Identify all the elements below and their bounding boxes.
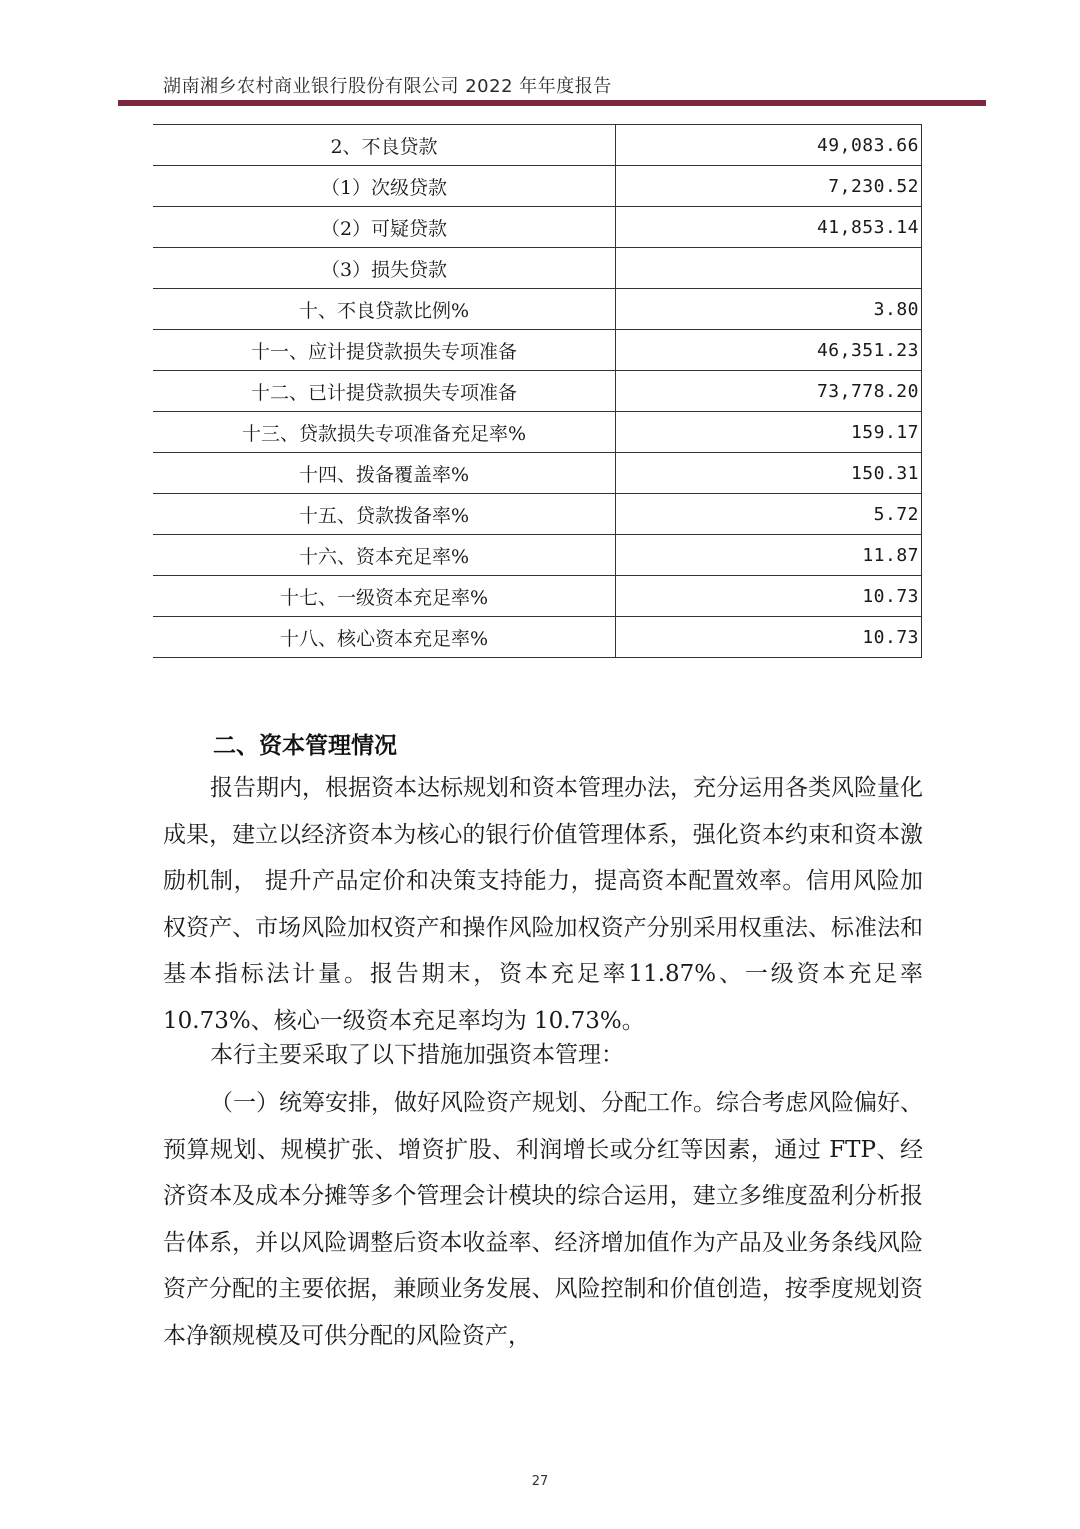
table-row bbox=[153, 412, 922, 453]
paragraph-measures-intro: 本行主要采取了以下措施加强资本管理： bbox=[210, 1042, 624, 1068]
row-value: 11.87 bbox=[616, 535, 922, 576]
row-value: 10.73 bbox=[616, 576, 922, 617]
row-value: 7,230.52 bbox=[616, 166, 922, 207]
row-value: 5.72 bbox=[616, 494, 922, 535]
row-value: 3.80 bbox=[616, 289, 922, 330]
paragraph-measure-one: （一）统筹安排，做好风险资产规划、分配工作。综合考虑风险偏好、预算规划、规模扩张、增资扩股、利润增长或分红等因素，通过 FTP、经济资本及成本分摊等多个管理会计模块的综合运用，建立多维度盈利分析报告体系，并以风险调整后资本收益率、经济增加值作为产品及业务条线风险资产分配的主要依据，兼顾业务发展、风险控制和价值创造，按季度规划资本净额规模及可供分配的风险资产， bbox=[163, 1090, 923, 1349]
financial-indicators-table bbox=[153, 124, 922, 658]
table-row bbox=[153, 453, 922, 494]
row-label: 十八、核心资本充足率% bbox=[153, 617, 616, 658]
row-label: 十七、一级资本充足率% bbox=[153, 576, 616, 617]
table-row bbox=[153, 207, 922, 248]
table-body bbox=[153, 125, 922, 658]
row-label: 2、不良贷款 bbox=[153, 125, 616, 166]
section-title: 二、资本管理情况 bbox=[213, 733, 397, 759]
table-row bbox=[153, 330, 922, 371]
page-number: 27 bbox=[531, 1474, 549, 1489]
row-value: 49,083.66 bbox=[616, 125, 922, 166]
table-row bbox=[153, 576, 922, 617]
table-row bbox=[153, 617, 922, 658]
row-label: 十五、贷款拨备率% bbox=[153, 494, 616, 535]
table-row bbox=[153, 289, 922, 330]
header-divider bbox=[118, 100, 986, 106]
table-row bbox=[153, 166, 922, 207]
row-label: （3）损失贷款 bbox=[153, 248, 616, 289]
table-row bbox=[153, 494, 922, 535]
row-label: 十四、拨备覆盖率% bbox=[153, 453, 616, 494]
row-value: 159.17 bbox=[616, 412, 922, 453]
row-label: 十三、贷款损失专项准备充足率% bbox=[153, 412, 616, 453]
row-label: 十二、已计提贷款损失专项准备 bbox=[153, 371, 616, 412]
row-label: （2）可疑贷款 bbox=[153, 207, 616, 248]
table-row bbox=[153, 125, 922, 166]
row-label: 十、不良贷款比例% bbox=[153, 289, 616, 330]
row-value: 150.31 bbox=[616, 453, 922, 494]
row-label: （1）次级贷款 bbox=[153, 166, 616, 207]
row-value: 10.73 bbox=[616, 617, 922, 658]
row-value: 41,853.14 bbox=[616, 207, 922, 248]
row-value bbox=[616, 248, 922, 289]
page-header: 湖南湘乡农村商业银行股份有限公司 2022 年年度报告 bbox=[163, 76, 612, 97]
table-row bbox=[153, 535, 922, 576]
row-label: 十六、资本充足率% bbox=[153, 535, 616, 576]
table-row bbox=[153, 371, 922, 412]
row-value: 73,778.20 bbox=[616, 371, 922, 412]
row-label: 十一、应计提贷款损失专项准备 bbox=[153, 330, 616, 371]
table-row bbox=[153, 248, 922, 289]
paragraph-capital-overview: 报告期内，根据资本达标规划和资本管理办法，充分运用各类风险量化成果，建立以经济资本为核心的银行价值管理体系，强化资本约束和资本激励机制， 提升产品定价和决策支持能力，提高资本配置效率。信用风险加权资产、市场风险加权资产和操作风险加权资产分别采用权重法、标准法和基本指标法计量。报告期末，资本充足率11.87%、一级资本充足率 10.73%、核心一级资本充足率均为 10.73%。 bbox=[163, 775, 923, 1034]
row-value: 46,351.23 bbox=[616, 330, 922, 371]
